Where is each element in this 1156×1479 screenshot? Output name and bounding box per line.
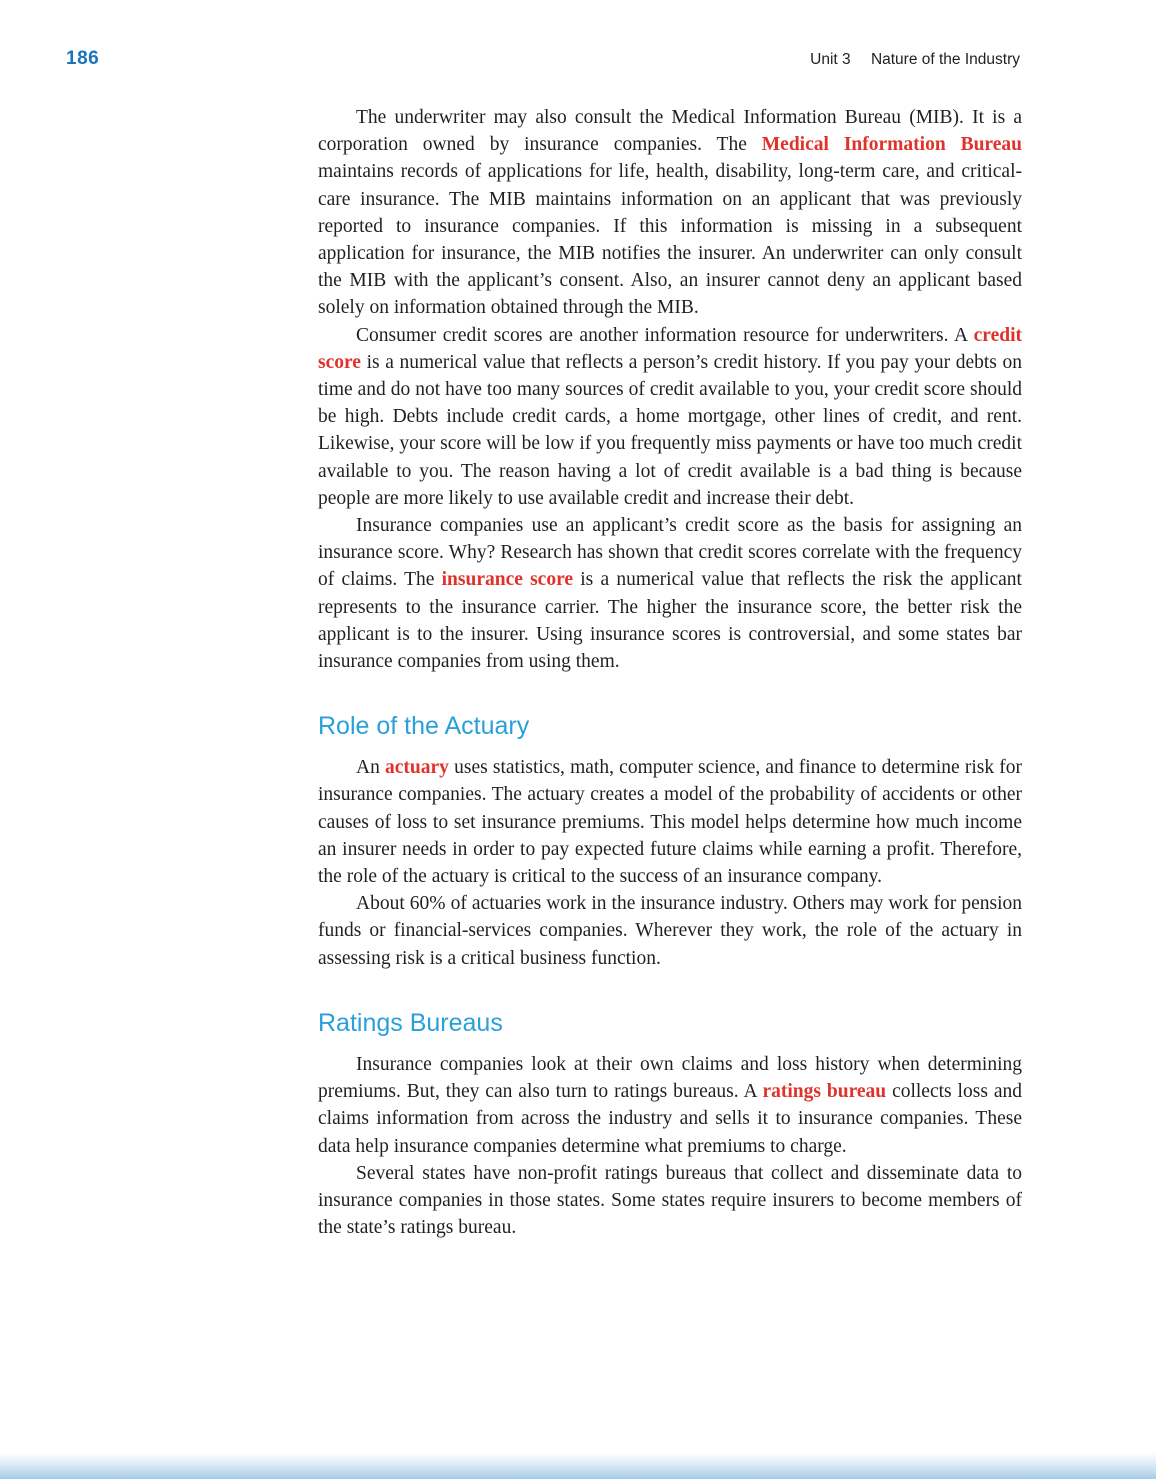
text-run: About 60% of actuaries work in the insurance industry. Others may work for pension funds or financial-services companies. Wherever they work, the role of the actuary in assessing risk is a critical business function.	[318, 893, 1022, 969]
text-run: Insurance companies look at their own claims and loss history when determining premiums. But, they can also turn to ratings bureaus. A	[318, 1053, 1022, 1103]
page-number: 186	[66, 48, 100, 69]
text-run: maintains records of applications for life, health, disability, long-term care, and critical-care insurance. The MIB maintains information on an applicant that was previously reported to insurance companies. If this information is missing in a subsequent application for insurance, the MIB notifies the insurer. An underwriter can only consult the MIB with the applicant’s consent. Also, an insurer cannot deny an applicant based solely on information obtained through the MIB.	[318, 161, 1022, 319]
text-run: is a numerical value that reflects the risk the applicant represents to the insurance carrier. The higher the insurance score, the better risk the applicant is to the insurer. Using insurance scores is controversial, and some states bar insurance companies from using them.	[318, 569, 1022, 673]
page-header	[0, 0, 1156, 70]
text-run: An	[356, 757, 386, 779]
key-term: credit score	[318, 324, 1022, 373]
paragraph-insurance-score	[318, 512, 1022, 675]
paragraph-actuary	[318, 754, 1022, 890]
key-term: Medical Information Bureau	[761, 134, 1022, 156]
key-term: actuary	[385, 757, 449, 779]
heading-role-of-the-actuary: Role of the Actuary	[318, 712, 530, 741]
text-run: Insurance companies use an applicant’s credit score as the basis for assigning an insurance score. Why? Research has shown that credit scores correlate with the frequency of claims. The	[318, 515, 1022, 591]
paragraph-actuary-industry	[318, 890, 1022, 972]
text-run: Several states have non-profit ratings bureaus that collect and disseminate data to insurance companies in those states. Some states require insurers to become members of the state’s ratings bureau.	[318, 1162, 1022, 1239]
page-bottom-gradient	[0, 1453, 1156, 1479]
text-run: collects loss and claims information from across the industry and sells it to insurance companies. These data help insurance companies determine what premiums to charge.	[318, 1081, 1022, 1157]
text-run: uses statistics, math, computer science, and finance to determine risk for insurance companies. The actuary creates a model of the probability of accidents or other causes of loss to set insurance premiums. This model helps determine how much income an insurer needs in order to pay expected future claims while earning a profit. Therefore, the role of the actuary is critical to the success of an insurance company.	[318, 757, 1022, 888]
paragraph-nonprofit-bureaus	[318, 1160, 1022, 1242]
text-run: is a numerical value that reflects a person’s credit history. If you pay your debts on time and do not have too many sources of credit available to you, your credit score should be high. Debts include credit cards, a home mortgage, other lines of credit, and rent. Likewise, your score will be low if you frequently miss payments or have too much credit available to you. The reason having a lot of credit available is a bad thing is because people are more likely to use available credit and increase their debt.	[318, 351, 1022, 509]
unit-title: Nature of the Industry	[870, 51, 1020, 68]
paragraph-mib	[318, 104, 1022, 322]
page-content	[318, 104, 1022, 1241]
key-term: insurance score	[441, 569, 574, 591]
running-head	[810, 51, 1020, 69]
heading-ratings-bureaus: Ratings Bureaus	[318, 1008, 503, 1037]
paragraph-credit-score	[318, 322, 1022, 512]
text-run: Consumer credit scores are another information resource for underwriters. A	[356, 324, 974, 346]
paragraph-ratings-bureau	[318, 1051, 1022, 1160]
unit-label: Unit 3	[810, 51, 851, 68]
key-term: ratings bureau	[762, 1081, 887, 1103]
text-run: The underwriter may also consult the Medical Information Bureau (MIB). It is a corporation owned by insurance companies. The	[318, 107, 1022, 156]
